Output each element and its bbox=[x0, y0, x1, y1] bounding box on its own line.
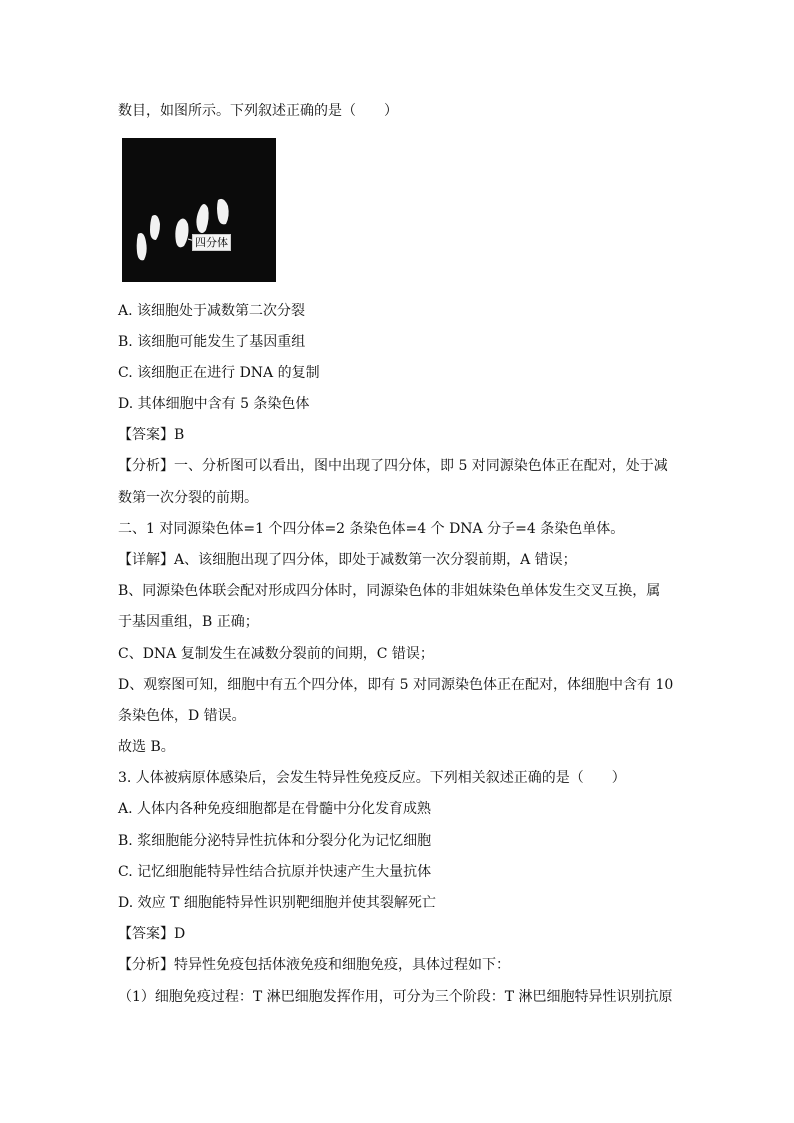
tetrad-shape bbox=[196, 204, 208, 233]
q2-detail-line: 【详解】A、该细胞出现了四分体，即处于减数第一次分裂前期，A 错误； bbox=[118, 552, 577, 568]
q3-option-d: D. 效应 T 细胞能特异性识别靶细胞并使其裂解死亡 bbox=[118, 895, 436, 911]
q3-analysis-line: 【分析】特异性免疫包括体液免疫和细胞免疫，具体过程如下： bbox=[118, 957, 510, 973]
q2-option-b: B. 该细胞可能发生了基因重组 bbox=[118, 334, 306, 350]
q2-analysis-line: 二、1 对同源染色体=1 个四分体=2 条染色体=4 个 DNA 分子=4 条染色单体。 bbox=[118, 521, 625, 537]
tetrad-shape bbox=[137, 233, 147, 260]
tetrad-shape bbox=[217, 199, 229, 225]
q2-option-d: D. 其体细胞中含有 5 条染色体 bbox=[118, 396, 310, 412]
tetrad-shape bbox=[175, 218, 188, 247]
q2-detail-line: C、DNA 复制发生在减数分裂前的间期，C 错误； bbox=[118, 646, 434, 662]
q3-option-b: B. 浆细胞能分泌特异性抗体和分裂分化为记忆细胞 bbox=[118, 833, 432, 849]
q2-detail-line: B、同源染色体联会配对形成四分体时，同源染色体的非姐妹染色单体发生交叉互换，属 bbox=[118, 583, 661, 599]
q3-analysis-line: （1）细胞免疫过程：T 淋巴细胞发挥作用，可分为三个阶段：T 淋巴细胞特异性识别抗原 bbox=[118, 989, 673, 1005]
q3-option-a: A. 人体内各种免疫细胞都是在骨髓中分化发育成熟 bbox=[118, 801, 432, 817]
q2-detail-line: 条染色体，D 错误。 bbox=[118, 708, 246, 724]
q3-stem: 3. 人体被病原体感染后，会发生特异性免疫反应。下列相关叙述正确的是（ ） bbox=[118, 770, 626, 786]
q2-option-c: C. 该细胞正在进行 DNA 的复制 bbox=[118, 365, 320, 381]
chromosome-image bbox=[122, 138, 276, 282]
q2-detail-line: 于基因重组，B 正确； bbox=[118, 614, 259, 630]
q3-answer: 【答案】D bbox=[118, 926, 186, 942]
q2-analysis-line: 【分析】一、分析图可以看出，图中出现了四分体，即 5 对同源染色体正在配对，处于减 bbox=[118, 458, 668, 474]
tetrad-label: 四分体 bbox=[192, 234, 231, 251]
tetrad-shape bbox=[150, 215, 160, 240]
q2-conclusion: 故选 B。 bbox=[118, 739, 175, 755]
q2-answer: 【答案】B bbox=[118, 427, 185, 443]
question-intro: 数目，如图所示。下列叙述正确的是（ ） bbox=[118, 103, 398, 119]
q2-detail-line: D、观察图可知，细胞中有五个四分体，即有 5 对同源染色体正在配对，体细胞中含有 10 bbox=[118, 677, 674, 693]
q2-option-a: A. 该细胞处于减数第二次分裂 bbox=[118, 303, 306, 319]
micrograph-figure bbox=[122, 138, 276, 282]
q2-analysis-line: 数第一次分裂的前期。 bbox=[118, 490, 258, 506]
q3-option-c: C. 记忆细胞能特异性结合抗原并快速产生大量抗体 bbox=[118, 864, 432, 880]
